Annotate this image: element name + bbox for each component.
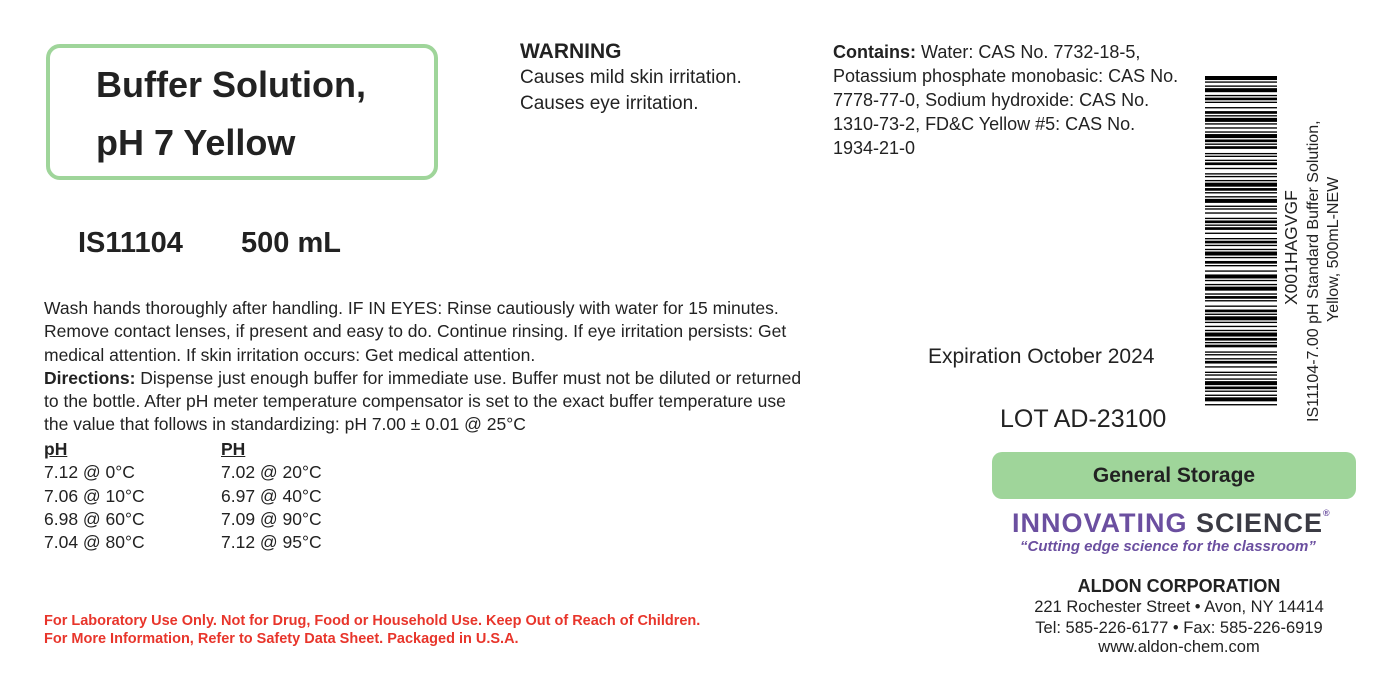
barcode-bar [1205, 270, 1277, 271]
barcode-bar [1205, 257, 1277, 258]
barcode-bar [1205, 345, 1277, 348]
barcode-bar [1205, 354, 1277, 355]
barcode-bar [1205, 366, 1277, 367]
precautions-text: Wash hands thoroughly after handling. IF IN EYES: Rinse cautiously with water for 15 minutes. Remove contact lenses, if present and easy to do. Continue rinsing. If eye irritation persists: Get medical attention. If skin irritation occurs: Get medical attention. [44, 298, 787, 365]
barcode-bar [1205, 218, 1277, 219]
barcode-bar [1205, 284, 1277, 285]
barcode-bar [1205, 123, 1277, 124]
lot-number: LOT AD-23100 [1000, 405, 1167, 433]
barcode-bar [1205, 220, 1277, 223]
barcode-bar [1205, 238, 1277, 239]
barcode-bar [1205, 314, 1277, 315]
barcode-bar [1205, 310, 1277, 313]
barcode-bar [1205, 156, 1277, 157]
barcode-bar [1205, 333, 1277, 337]
barcode-bar [1205, 188, 1277, 191]
contains-text: Water: CAS No. 7732-18-5, Potassium phosphate monobasic: CAS No. 7778-77-0, Sodium hydroxide: CAS No. 1310-73-2, FD&C Yellow #5: CAS No. 1934-21-0 [833, 42, 1179, 158]
ph-value: 7.06 @ 10°C [44, 485, 145, 506]
product-volume: 500 mL [241, 227, 341, 259]
barcode-bar [1205, 76, 1277, 80]
barcode-bar [1205, 296, 1277, 299]
barcode-bar [1205, 206, 1277, 207]
barcode-bar [1205, 326, 1277, 327]
barcode-bar [1205, 233, 1277, 234]
ph-column-header: pH [44, 439, 68, 459]
barcode-bar [1205, 378, 1277, 379]
company-website: www.aldon-chem.com [1098, 638, 1260, 656]
contains-label: Contains: [833, 42, 916, 62]
ph-column [44, 438, 145, 554]
product-title-line2: pH 7 Yellow [96, 122, 296, 163]
barcode-bar [1205, 245, 1277, 246]
disclaimer-line: For More Information, Refer to Safety Data Sheet. Packaged in U.S.A. [44, 631, 519, 647]
company-address: 221 Rochester Street • Avon, NY 14414 [1034, 598, 1324, 616]
brand-name-part1: INNOVATING [1012, 508, 1188, 538]
barcode-bar [1205, 306, 1277, 307]
barcode-bar [1205, 115, 1277, 116]
barcode-bar [1205, 85, 1277, 86]
barcode-bar [1205, 280, 1277, 281]
ph-column [221, 438, 322, 554]
barcode-bar [1205, 176, 1277, 177]
barcode-bar [1205, 153, 1277, 154]
barcode-bar [1205, 118, 1277, 122]
barcode-bar [1205, 358, 1277, 359]
company-phone: Tel: 585-226-6177 • Fax: 585-226-6919 [1035, 619, 1323, 637]
barcode-bar [1205, 261, 1277, 264]
barcode-bar [1205, 330, 1277, 331]
directions-text: Dispense just enough buffer for immediate use. Buffer must not be diluted or returned to the bottle. After pH meter temperature compensator is set to the exact buffer temperature use the value that follows in standardizing: pH 7.00 ± 0.01 @ 25°C [44, 367, 802, 435]
barcode-bar [1205, 81, 1277, 82]
ph-value: 7.04 @ 80°C [44, 532, 145, 553]
barcode-bar [1205, 111, 1277, 114]
barcode-bar [1205, 381, 1277, 385]
barcode-bar [1205, 107, 1277, 108]
warning-line: Causes mild skin irritation. [520, 67, 742, 88]
product-code: IS11104 [78, 227, 183, 259]
ph-value: 7.02 @ 20°C [221, 462, 322, 483]
barcode-bar [1205, 372, 1277, 373]
barcode-bar [1205, 300, 1277, 301]
barcode-bar [1205, 146, 1277, 149]
expiration-date: Expiration October 2024 [928, 345, 1155, 368]
product-title-line1: Buffer Solution, [96, 64, 366, 105]
barcode-bar [1205, 391, 1277, 392]
barcode-bar [1205, 241, 1277, 244]
ph-value: 7.12 @ 0°C [44, 462, 135, 483]
barcode-bar [1205, 387, 1277, 390]
barcode-bar [1205, 274, 1277, 278]
barcode-bar [1205, 338, 1277, 341]
company-name: ALDON CORPORATION [1077, 576, 1281, 596]
warning-heading: WARNING [520, 40, 622, 63]
brand-logo [1012, 508, 1331, 539]
registered-mark: ® [1323, 508, 1331, 518]
barcode-bar [1205, 287, 1277, 291]
barcode-icon [1205, 76, 1277, 406]
barcode-bar [1205, 227, 1277, 230]
barcode-bar [1205, 397, 1277, 401]
directions-label: Directions: [44, 367, 136, 388]
barcode-bar [1205, 196, 1277, 197]
laboratory-disclaimer [44, 612, 700, 648]
barcode-bar [1205, 160, 1277, 161]
barcode-bar [1205, 131, 1277, 132]
ph-value: 6.97 @ 40°C [221, 485, 322, 506]
barcode-description-line2: Yellow, 500mL-NEW [1325, 176, 1342, 322]
brand-tagline: “Cutting edge science for the classroom” [1020, 538, 1316, 555]
ph-value: 7.12 @ 95°C [221, 532, 322, 553]
barcode-description-line1: IS11104-7.00 pH Standard Buffer Solution, [1305, 120, 1322, 422]
barcode-number: X001HAGVGF [1281, 190, 1301, 305]
barcode-bar [1205, 249, 1277, 250]
ph-column-header: PH [221, 439, 246, 459]
brand-name-part2: SCIENCE [1196, 508, 1324, 538]
warning-line: Causes eye irritation. [520, 93, 699, 114]
disclaimer-line: For Laboratory Use Only. Not for Drug, Food or Household Use. Keep Out of Reach of Children. [44, 613, 701, 629]
barcode-bar [1205, 316, 1277, 320]
barcode-bar [1205, 199, 1277, 203]
barcode-bar [1205, 183, 1277, 187]
barcode-bar [1205, 144, 1277, 145]
barcode-bar [1205, 212, 1277, 213]
ingredients-block [833, 40, 1183, 160]
barcode-bar [1205, 404, 1277, 405]
barcode-bar [1205, 134, 1277, 138]
barcode-bar [1205, 88, 1277, 92]
barcode-bar [1205, 180, 1277, 181]
barcode-bar [1205, 95, 1277, 96]
barcode-bar [1205, 361, 1277, 364]
barcode-bar [1205, 265, 1277, 266]
barcode-bar [1205, 208, 1277, 209]
barcode-bar [1205, 322, 1277, 323]
barcode-bar [1205, 168, 1277, 169]
barcode-bar [1205, 374, 1277, 375]
barcode-bar [1205, 98, 1277, 101]
barcode-bar [1205, 342, 1277, 343]
barcode-bar [1205, 102, 1277, 103]
barcode-bar [1205, 192, 1277, 193]
ph-value: 7.09 @ 90°C [221, 508, 322, 529]
barcode-bar [1205, 225, 1277, 226]
barcode-bar [1205, 139, 1277, 142]
barcode-bar [1205, 162, 1277, 165]
ph-value: 6.98 @ 60°C [44, 508, 145, 529]
barcode-bar [1205, 127, 1277, 128]
barcode-bar [1205, 252, 1277, 256]
storage-badge: General Storage [992, 452, 1356, 499]
barcode-bar [1205, 351, 1277, 352]
barcode-bar [1205, 293, 1277, 294]
barcode-bar [1205, 395, 1277, 396]
barcode-bar [1205, 173, 1277, 174]
instructions-block [44, 297, 804, 437]
